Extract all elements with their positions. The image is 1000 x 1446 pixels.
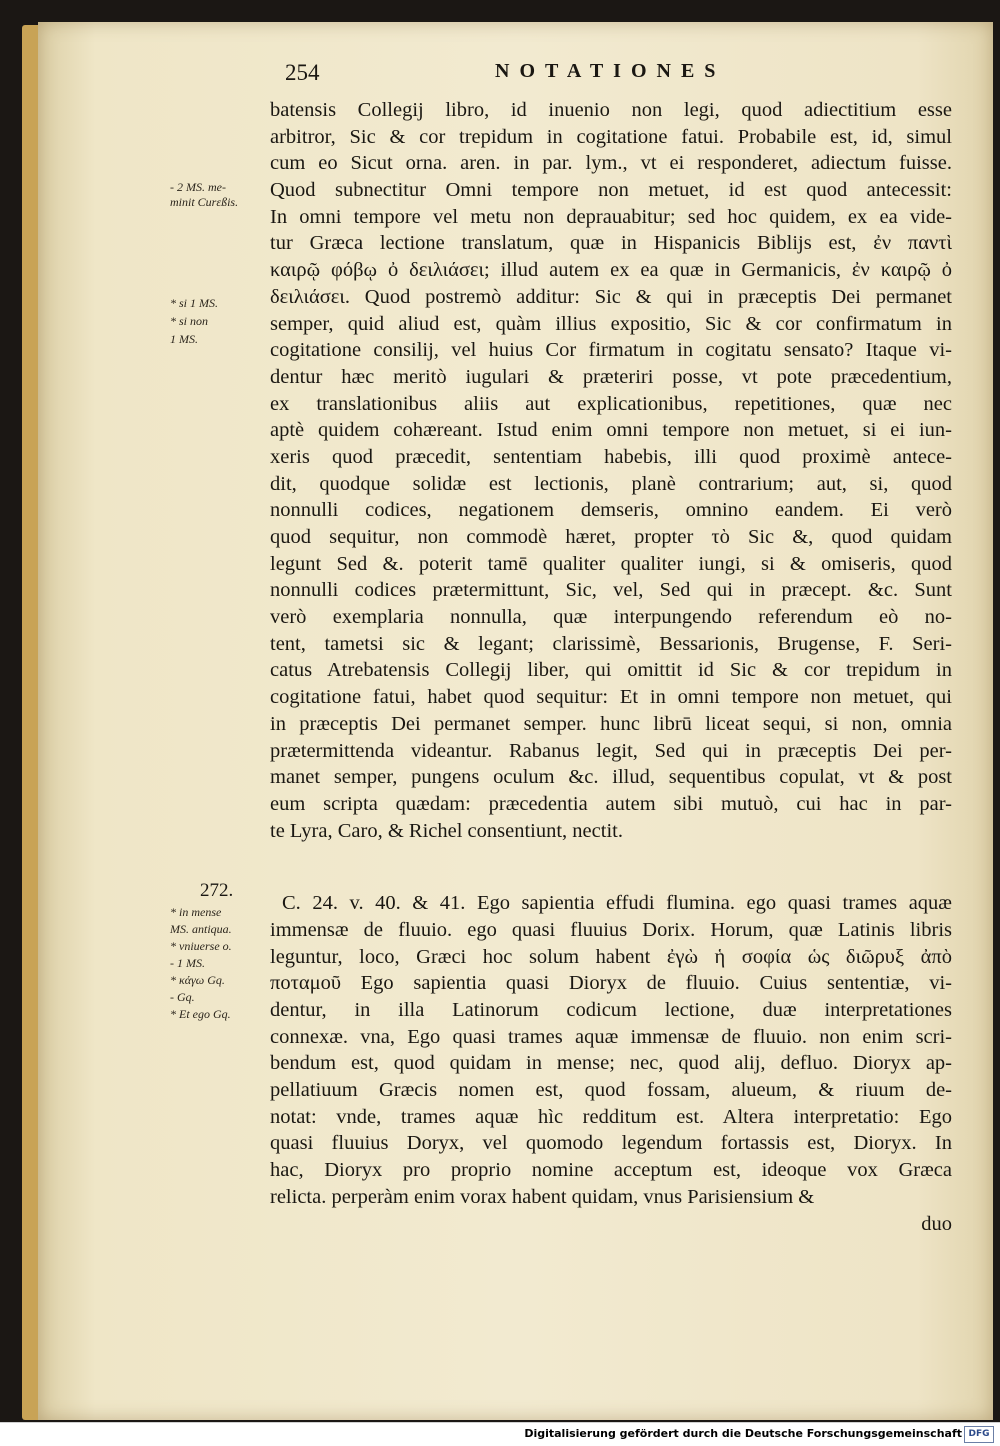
running-head: NOTATIONES <box>495 60 726 82</box>
text-line: In omni tempore vel metu non deprauabitur; sed hoc quidem, ex ea vide- <box>270 205 952 228</box>
text-line: cum eo Sicut orna. aren. in par. lym., vt ei responderet, adiectum fuisse. <box>270 152 952 175</box>
text-line: legunt Sed &. poterit tamē qualiter qualiter iungi, si & omiseris, quod <box>270 552 952 575</box>
margin-note: - 1 MS. <box>170 956 205 970</box>
catchword: duo <box>921 1212 952 1235</box>
text-line: aptè quidem cohæreant. Istud enim omni tempore non metuet, si ei iun- <box>270 419 952 442</box>
margin-note: * Et ego Gq. <box>170 1007 231 1021</box>
body-text <box>270 97 952 1237</box>
text-line: καιρῷ φόβῳ ὀ δειλιάσει; illud autem ex ea quæ in Germanicis, ἐν καιρῷ ὀ <box>270 259 952 282</box>
margin-note: * vniuerse o. <box>170 939 232 953</box>
text-line: dentur, in illa Latinorum codicum lectione, duæ interpretationes <box>270 999 952 1021</box>
dfg-logo: DFG <box>964 1426 994 1443</box>
text-line: nonnulli codices, negationem demseris, omnino eandem. Ei verò <box>270 499 952 522</box>
text-line: δειλιάσει. Quod postremò additur: Sic & qui in præceptis Dei permanet <box>270 285 952 308</box>
text-line: bendum est, quod quidam in mense; nec, quod alij, defluo. Dioryx ap- <box>270 1052 952 1075</box>
text-line: verò exemplaria nonnulla, quæ interpungendo referendum eò no- <box>270 606 952 629</box>
text-line: batensis Collegij libro, id inuenio non legi, quod adiectitium esse <box>270 99 952 121</box>
text-line: immensæ de fluuio. ego quasi fluuius Dorix. Horum, quæ Latinis libris <box>270 918 952 941</box>
margin-note: minit Curεßis. <box>170 195 239 209</box>
text-line: arbitror, Sic & cor trepidum in cogitatione fatui. Probabile est, id, simul <box>270 125 952 148</box>
text-block-1 <box>270 97 952 844</box>
text-line: ποταμοῦ Ego sapientia quasi Dioryx de fluuio. Cuius sententiæ, vi- <box>270 972 952 995</box>
text-line: cogitatione consilij, vel huius Cor firmatum in cogitatu sensato? Itaque vi- <box>270 339 952 362</box>
text-block-2 <box>270 890 952 1210</box>
margin-note: - 2 MS. me- <box>170 180 226 194</box>
margin-note: - Gq. <box>170 990 195 1004</box>
margin-note: 1 MS. <box>170 332 198 346</box>
text-line: cogitatione fatui, habet quod sequitur: Et in omni tempore non metuet, qui <box>270 686 952 709</box>
margin-note: MS. antiqua. <box>170 922 232 936</box>
text-line: quasi fluuius Doryx, vel quomodo legendum fortassis est, Dioryx. In <box>270 1132 952 1155</box>
text-line: C. 24. v. 40. & 41. Ego sapientia effudi flumina. ego quasi trames aquæ <box>282 892 952 915</box>
text-line: relicta. perperàm enim vorax habent quidam, vnus Parisiensium & <box>270 1185 815 1208</box>
footer-credit: Digitalisierung gefördert durch die Deutsche Forschungsgemeinschaft <box>524 1427 962 1440</box>
text-line: prætermittenda videantur. Rabanus legit, Sed qui in præceptis Dei per- <box>270 739 952 762</box>
text-line: catus Atrebatensis Collegij liber, qui omittit id Sic & cor trepidum in <box>270 659 952 682</box>
text-line: hac, Dioryx pro proprio nomine acceptum est, ideoque vox Græca <box>270 1159 952 1182</box>
footer-bar <box>0 1422 1000 1446</box>
text-line: nonnulli codices prætermittunt, Sic, vel, Sed qui in præcept. &c. Sunt <box>270 579 952 602</box>
text-line: connexæ. vna, Ego quasi trames aquæ immensæ de fluuio. non enim scri- <box>270 1025 952 1048</box>
page-number: 254 <box>285 60 320 85</box>
text-line: in præceptis Dei permanet semper. hunc librū liceat sequi, si non, omnia <box>270 712 952 735</box>
text-line: eum scripta quædam: præcedentia autem sibi mutuò, cui hac in par- <box>270 792 952 815</box>
text-line: te Lyra, Caro, & Richel consentiunt, nectit. <box>270 819 623 842</box>
text-line: leguntur, loco, Græci hoc solum habent ἐγὼ ἡ σοφία ὡς διῶρυξ ἀπὸ <box>270 945 952 968</box>
text-line: ex translationibus aliis aut explicationibus, repetitiones, quæ nec <box>270 392 952 415</box>
text-line: quod sequitur, non commodè hæret, propter τὸ Sic &, quod quidam <box>270 526 952 548</box>
paragraph-number: 272. <box>200 880 234 901</box>
text-line: notat: vnde, trames aquæ hìc redditum est. Altera interpretatio: Ego <box>270 1105 952 1128</box>
text-line: manet semper, pungens oculum &c. illud, sequentibus copulat, vt & post <box>270 766 952 789</box>
margin-note: * κάγω Gq. <box>170 973 225 987</box>
text-line: tur Græca lectione translatum, quæ in Hispanicis Biblijs est, ἐν παντὶ <box>270 232 952 255</box>
text-line: semper, quid aliud est, quàm illius expositio, Sic & cor confirmatum in <box>270 312 952 335</box>
text-line: dentur hæc meritò iugulari & præteriri posse, vt pote præcedentium, <box>270 365 952 388</box>
text-line: Quod subnectitur Omni tempore non metuet, id est quod antecessit: <box>270 179 952 202</box>
text-line: pellatiuum Græcis nomen est, quod fossam, alueum, & riuum de- <box>270 1079 952 1102</box>
margin-note: * si 1 MS. <box>170 296 218 310</box>
text-line: tent, tametsi sic & legant; clarissimè, Bessarionis, Brugense, F. Seri- <box>270 632 952 655</box>
margin-note: * si non <box>170 314 209 328</box>
text-line: xeris quod præcedit, sententiam habebis, illi quod proximè antece- <box>270 445 952 468</box>
page-header <box>285 58 965 92</box>
text-line: dit, quodque solidæ est lectionis, planè contrarium; aut, si, quod <box>270 472 952 495</box>
margin-note: * in mense <box>170 905 222 919</box>
